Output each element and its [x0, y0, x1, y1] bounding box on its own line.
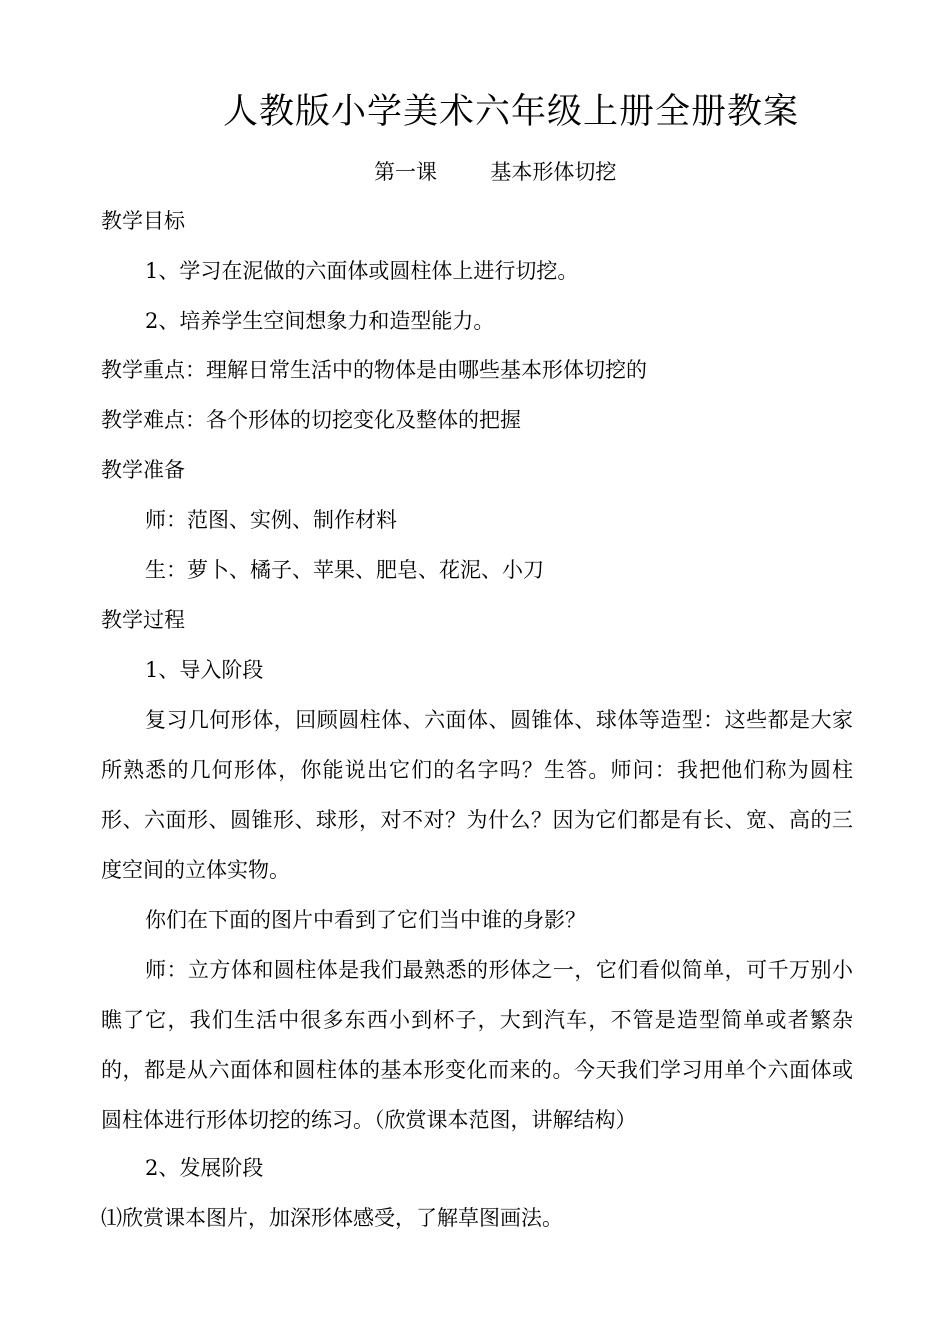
stage1-paragraph-1: 复习几何形体，回顾圆柱体、六面体、圆锥体、球体等造型：这些都是大家所熟悉的几何形体，你能说出它们的名字吗？生答。师问：我把他们称为圆柱形、六面形、圆锥形、球形，对不对？为什么？因为它们都是有长、宽、高的三度空间的立体实物。	[101, 708, 853, 882]
objectives-heading: 教学目标	[101, 209, 185, 233]
objective-item-2: 2、培养学生空间想象力和造型能力。	[145, 309, 495, 333]
preparation-student: 生：萝卜、橘子、苹果、肥皂、花泥、小刀	[145, 558, 544, 582]
preparation-teacher: 师：范图、实例、制作材料	[145, 508, 397, 532]
lesson-number: 第一课	[374, 160, 437, 184]
objective-item-1: 1、学习在泥做的六面体或圆柱体上进行切挖。	[145, 259, 579, 283]
stage1-paragraph-2: 你们在下面的图片中看到了它们当中谁的身影？	[145, 908, 586, 932]
preparation-heading: 教学准备	[101, 458, 185, 482]
key-point: 教学重点：理解日常生活中的物体是由哪些基本形体切挖的	[101, 358, 647, 382]
lesson-name: 基本形体切挖	[490, 160, 617, 184]
stage1-heading: 1、导入阶段	[145, 658, 264, 682]
stage2-heading: 2、发展阶段	[145, 1156, 264, 1180]
stage1-paragraph-3: 师：立方体和圆柱体是我们最熟悉的形体之一，它们看似简单，可千万别小瞧了它，我们生活中很多东西小到杯子，大到汽车，不管是造型简单或者繁杂的，都是从六面体和圆柱体的基本形变化而来的。今天我们学习用单个六面体或圆柱体进行形体切挖的练习。（欣赏课本范图，讲解结构）	[101, 958, 853, 1132]
difficulty: 教学难点：各个形体的切挖变化及整体的把握	[101, 408, 521, 432]
stage2-item-1: ⑴欣赏课本图片，加深形体感受，了解草图画法。	[101, 1206, 563, 1230]
lesson-heading	[374, 156, 616, 186]
document-title: 人教版小学美术六年级上册全册教案	[222, 92, 799, 132]
process-heading: 教学过程	[101, 608, 185, 632]
